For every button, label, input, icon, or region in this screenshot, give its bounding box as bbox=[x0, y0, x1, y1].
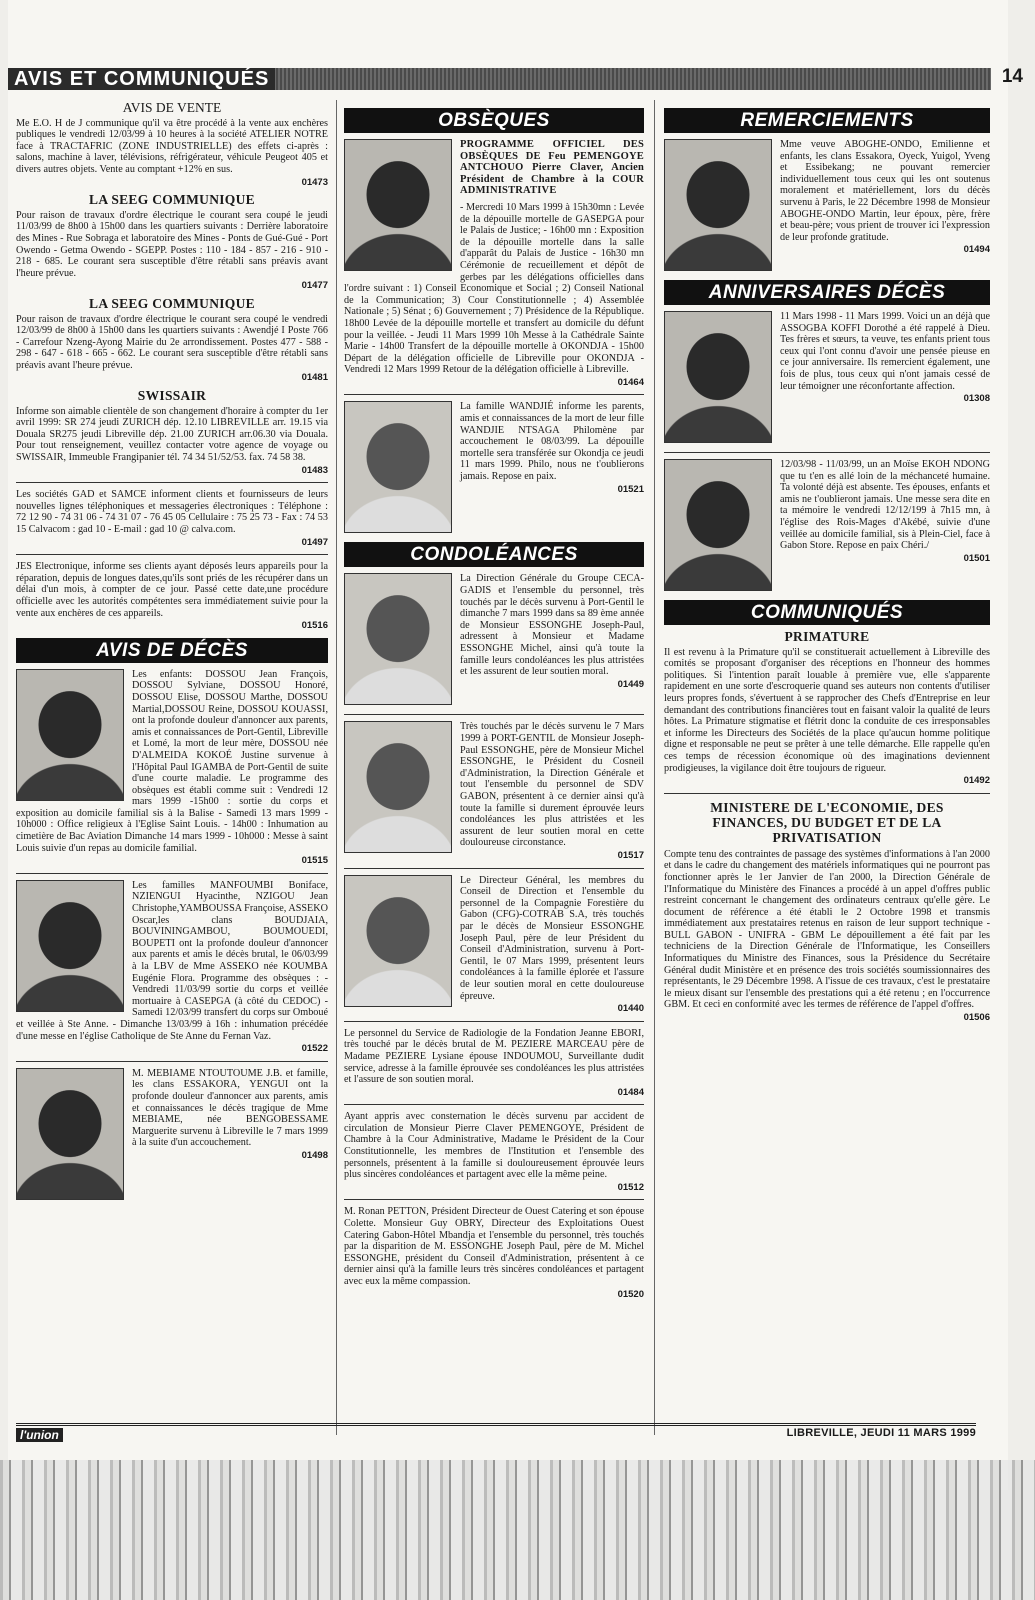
notice-text: 11 Mars 1998 - 11 Mars 1999. Voici un an déjà que ASSOGBA KOFFI Dorothé a été rappelé à Dieu. Tes frères et sœurs, ta veuve, tes enfants prient tous ceux qui l'ont connu d'avoir une pensée pieuse en ce jour anniversaire. Ils remercient également, une fois de plus, tous ceux qui n'ont jamais cessé de leur témoigner une réconfortante affection. bbox=[780, 311, 990, 392]
notice-ref: 01481 bbox=[301, 372, 328, 384]
notice-ref: 01498 bbox=[301, 1149, 328, 1161]
notice-text: Pour raison de travaux d'ordre électrique le courant sera coupé le vendredi 12/03/99 de 8h00 à 15h00 dans les quartiers suivants : Awendjé I Poste 766 - Carrefour Nzeng-Ayong Mairie du 2e arrondissement. Postes 477 - 588 - 298 - 647 - 618 - 665 - 662. Le courant sera susceptible d'être rétabli sans préavis avant l'heure prévue. bbox=[16, 313, 328, 371]
notice-ref: 01521 bbox=[617, 483, 644, 495]
notice-text: Les enfants: DOSSOU Jean François, DOSSOU Sylviane, DOSSOU Honoré, DOSSOU Elise, DOSSOU Marthe, DOSSOU Martial,DOSSOU Reine, DOSSOU KOUASSI, ont la profonde douleur d'annoncer aux parents, amis et connaissances de Port-Gentil, Libreville et Lomé, la mort de leur mère, DOSSOU née D'ALMEIDA KOKOÉ Justine survenue à l'Hôpital Paul IGAMBA de Port-Gentil de suite d'une courte maladie. Le programme des obsèques est établi comme suit : Vendredi 12 mars 1999 -15h00 : sortie du corps et exposition au domicile familial sis à la Balise - Samedi 13 mars 1999 - 10h000 : Office religieux à l'Eglise Saint Louis. - 14h00 : Inhumation au cimetière de Bac Aviation Dimanche 14 mars 1999 - 10h000 : Messe à saint Louis suivie d'un repas au domicile familial. bbox=[16, 668, 328, 854]
notice-text: Les sociétés GAD et SAMCE informent clients et fournisseurs de leurs nouvelles lignes téléphoniques et messageries électroniques : Téléphone : 72 12 90 - 74 31 06 - 74 31 07 - 76 45 05 Cellulaire : 75 25 73 - Fax : 74 53 15 Calvacom : gad 10 - E-mail : gad 10 @ calva.com. bbox=[16, 489, 328, 535]
notice-sdv-gabon bbox=[344, 721, 644, 861]
notice-avis-de-vente bbox=[16, 102, 328, 188]
notice-text: M. Ronan PETTON, Président Directeur de Ouest Catering et son épouse Colette. Monsieur Guy OBRY, Directeur des Exploitations Ouest Catering Gabon-Hôtel Mbandja et l'ensemble du personnel, très touchés par la disparition de M. ESSONGHE Joseph Paul, père de M. Michel ESSONGHE, président du Conseil d'Administration, présentent à ce dernier ainsi qu'à la famille leurs très sincères condoléances et partagent avec eux la même compassion. bbox=[344, 1206, 644, 1287]
portrait-photo bbox=[344, 139, 452, 271]
notice-text: La famille WANDJIÉ informe les parents, amis et connaissances de la mort de leur fille WANDJIE NTSAGA Philomène par accouchement le 08/03/99. La dépouille mortelle sera transférée sur Okondja ce jeudi 11 mars 1999. Philo, nous ne t'oublierons jamais. Repose en paix. bbox=[460, 401, 644, 483]
notice-aboghe-ondo bbox=[664, 139, 990, 274]
notice-text: Informe son aimable clientèle de son changement d'horaire à compter du 1er avril 1999: SR 274 jeudi ZURICH dép. 12.10 LIBREVILLE arr. 19.15 via Douala SR275 jeudi Libreville dép. 21.00 ZURICH arr.06.30 via Douala. Pour tout renseignement, veuillez contacter votre agence de voyage ou SWISSAIR, Immeuble Frangipanier tél. 74 34 51/52/53. fax. 74 58 38. bbox=[16, 405, 328, 464]
notice-seeg-2 bbox=[16, 295, 328, 384]
notice-text: Me E.O. H de J communique qu'il va être procédé à la vente aux enchères publiques le vendredi 12/03/99 à 10 heures à la société ATELIER NOTRE face à TRACTAFRIC (ZONE INDUSTRIELLE) des effets ci-après : salons, machine à laver, télévisions, réfrigérateur, véhicule Peugeot 405 et divers autres objets. Vente au comptant +12% en sus. bbox=[16, 117, 328, 175]
notice-ref: 01522 bbox=[301, 1043, 328, 1055]
notice-ouest-catering bbox=[344, 1206, 644, 1300]
scan-background bbox=[0, 1460, 1035, 1600]
newspaper-name: l'union bbox=[16, 1428, 63, 1442]
notice-dossou bbox=[16, 669, 328, 867]
notice-text: Le Directeur Général, les membres du Conseil de Direction et l'ensemble du personnel de la Compagnie Forestière du Gabon (CFG)-COTRAB S.A, très touchés par le décès de Monsieur ESSONGHE Joseph Paul, père de leur Président du Conseil d'Administration, survenu à Port-Gentil, le 07 Mars 1999, présentent leurs condoléances à la famille éplorée et l'assure de leur soutien moral en cette douloureuse épreuve. bbox=[460, 874, 644, 1002]
notice-ref: 01484 bbox=[617, 1086, 644, 1098]
divider bbox=[16, 482, 328, 483]
portrait-photo bbox=[16, 1068, 124, 1200]
notice-ref: 01477 bbox=[301, 280, 328, 292]
notice-title: PRIMATURE bbox=[784, 629, 870, 644]
notice-text: - Mercredi 10 Mars 1999 à 15h30mn : Levée de la dépouille mortelle de GASEPGA pour le Palais de Justice; - 16h00 mn : Exposition de la dépouille mortelle dans la salle d'apparât du Palais de Justice - 16h30 mn Cérémonie de recueillement et dépôt de gerbes par les délégations officielles dans l'ordre suivant : 1) Conseil Economique et Social ; 2) Conseil National de la Communication; 3) Cour Constitutionnelle ; 4) Assemblée Nationale ; 5) Sénat ; 6) Gouvernement ; 7) Présidence de la République. 18h00 Levée de la dépouille mortelle et transfert au domicile du défunt pour la veillée. - Jeudi 11 Mars 1999 10h Messe à la Cathédrale Sainte Marie - 14h00 Transfert de la dépouille mortelle à OKONDJA - 15h00 Départ de la délégation officielle de Libreville pour OKONDJA - Vendredi 12 Mars 1999 Retour de la délégation officielle à Libreville. bbox=[344, 201, 644, 376]
notice-ref: 01308 bbox=[963, 393, 990, 405]
portrait-photo bbox=[344, 875, 452, 1007]
divider bbox=[344, 1104, 644, 1105]
notice-ceca-gadis bbox=[344, 573, 644, 708]
heading-remerciements: REMERCIEMENTS bbox=[664, 108, 990, 133]
divider bbox=[16, 873, 328, 874]
notice-ref: 01440 bbox=[617, 1003, 644, 1015]
notice-text: Il est revenu à la Primature qu'il se constituerait actuellement à Libreville des comités se proposant d'organiser des réceptions en l'honneur des hommes politiques. Si l'intention paraît louable à première vue, elle s'apparente rapidement en une sorte d'escroquerie quand ses auteurs non contents d'utiliser leurs propres fonds, s'évertuent à se rapprocher des Chefs d'Entreprise en leur demandant des contributions financières tout en faisant valoir la qualité de leurs hôtes. La Primature stigmatise et flétrit donc la conduite de ces irresponsables et informe les Directeurs des Sociétés de la place qu'aucun homme politique digne et responsable ne peut se prêter à une telle démarche. Elle rappelle qu'en ces temps de récession économique où des imaginations deviennent prodigieuses, la vigilance doit être toujours de rigueur. bbox=[664, 646, 990, 774]
page-number: 14 bbox=[1001, 66, 1023, 87]
divider bbox=[344, 1021, 644, 1022]
column-middle bbox=[344, 100, 644, 1306]
column-rule bbox=[654, 100, 655, 1435]
notice-cfg-cotrab bbox=[344, 875, 644, 1015]
heading-avis-de-deces: AVIS DE DÉCÈS bbox=[16, 638, 328, 663]
notice-text: Le personnel du Service de Radiologie de la Fondation Jeanne EBORI, très touché par le décès brutal de M. PEZIERE MARCEAU père de Madame PEZIERE Lysiane épouse INDOUMOU, Surveillante dudit service, adresse à la famille éprouvée ses condoléances les plus attristées et l'assure de son soutien moral. bbox=[344, 1027, 644, 1086]
notice-text: Pour raison de travaux d'ordre électrique le courant sera coupé le jeudi 11/03/99 de 8h00 à 15h00 dans les quartiers suivants : Derrière laboratoire des Mines - Rue Sobraga et laboratoire des Mines - Ponts de Gué-Gué - Port Owendo - Getma Owendo - SGEPP. Postes : 110 - 184 - 857 - 216 - 910 - 218 - 685. Le courant sera susceptible d'être rétabli sans préavis avant l'heure prévue. bbox=[16, 209, 328, 279]
divider bbox=[664, 793, 990, 794]
divider bbox=[16, 554, 328, 555]
issue-date: LIBREVILLE, JEUDI 11 MARS 1999 bbox=[786, 1427, 976, 1439]
notice-title: AVIS DE VENTE bbox=[122, 100, 222, 115]
divider bbox=[344, 868, 644, 869]
notice-swissair bbox=[16, 390, 328, 476]
notice-heading: PROGRAMME OFFICIEL DES OBSÈQUES DE Feu PEMENGOYE ANTCHOUO Pierre Claver, Ancien Président de Chambre à la COUR ADMINISTRATIVE bbox=[460, 139, 644, 197]
portrait-photo bbox=[344, 721, 452, 853]
notice-text: M. MEBIAME NTOUTOUME J.B. et famille, les clans ESSAKORA, YENGUI ont la profonde douleur d'annoncer aux parents, amis et connaissances le décès tragique de Mme MEBIAME, née BENGOBESSAME Marguerite survenu à Libreville le 7 mars 1999 à la suite d'un accouchement. bbox=[132, 1067, 328, 1149]
heading-anniversaires-deces: ANNIVERSAIRES DÉCÈS bbox=[664, 280, 990, 305]
divider bbox=[344, 714, 644, 715]
notice-ref: 01517 bbox=[617, 850, 644, 861]
notice-title: LA SEEG COMMUNIQUE bbox=[89, 192, 255, 208]
notice-title: LA SEEG COMMUNIQUE bbox=[89, 295, 255, 311]
notice-seeg-1 bbox=[16, 194, 328, 292]
notice-ref: 01520 bbox=[617, 1288, 644, 1300]
portrait-photo bbox=[664, 459, 772, 591]
column-left bbox=[16, 100, 328, 1209]
notice-ref: 01449 bbox=[617, 678, 644, 690]
notice-ref: 01483 bbox=[301, 464, 328, 476]
notice-ref: 01464 bbox=[617, 376, 644, 388]
notice-text: Les familles MANFOUMBI Boniface, NZIENGUI Hyacinthe, NZIGOU Jean Christophe,YAMBOUSSA Françoise, ASSEKO Oscar,les clans BOUDJAIA, BOUVININGAMBOU, BOUMOUEDI, BOUPETI ont la profonde douleur d'annoncer aux parents et amis le décès brutal, le 06/03/99 à la LBV de Mme ASSEKO née KOUMBA Eugénie Flora. Programme des obsèques : - Vendredi 11/03/99 sortie du corps et veillée mortuaire à CASEPGA (à côté du CEDOC) - Samedi 12/03/99 transfert du corps sur Omboué et veillée à Ste Anne. - Dimanche 13/03/99 à 16h : inhumation précédée d'une messe en l'église Catholique de Ste Anne du Fernan Vaz. bbox=[16, 879, 328, 1042]
heading-obseques: OBSÈQUES bbox=[344, 108, 644, 133]
notice-ref: 01473 bbox=[301, 176, 328, 188]
notice-ref: 01506 bbox=[963, 1012, 990, 1024]
notice-ref: 01501 bbox=[963, 552, 990, 564]
notice-title: SWISSAIR bbox=[137, 388, 207, 404]
notice-ref: 01492 bbox=[963, 775, 990, 787]
notice-ekoh-ndong bbox=[664, 459, 990, 594]
notice-title: MINISTERE DE L'ECONOMIE, DES FINANCES, DU BUDGET ET DE LA PRIVATISATION bbox=[710, 799, 944, 845]
section-title: AVIS ET COMMUNIQUÉS bbox=[8, 68, 275, 90]
notice-radiologie bbox=[344, 1028, 644, 1099]
notice-gad-samce bbox=[16, 489, 328, 548]
notice-wandjie bbox=[344, 401, 644, 536]
notice-text: Très touchés par le décès survenu le 7 Mars 1999 à PORT-GENTIL de Monsieur Joseph-Paul ESSONGHE, père de Monsieur Michel ESSONGHE, le Président du Cosneil d'Administration, la Direction Générale et tout l'ensemble du personnel de SDV GABON, présentent à ce dernier ainsi qu'à toute la famille si durement éprouvée leurs condoléances les plus attristées et les assurent de leur soutien moral en cette douloureuse circonstance. bbox=[460, 721, 644, 849]
notice-assogba bbox=[664, 311, 990, 446]
notice-text: La Direction Générale du Groupe CECA-GADIS et l'ensemble du personnel, très touchés par le décès survenu à Port-Gentil le dimanche 7 mars 1999 dans sa 89 ème année de Monsieur ESSONGHE Joseph-Paul, adressent à Monsieur et Madame ESSONGHE Michel, ainsi qu'à toute la famille leurs condoléances les plus attristées et les assurent de leur soutien moral. bbox=[460, 573, 644, 678]
notice-ref: 01515 bbox=[301, 855, 328, 867]
notice-text: Ayant appris avec consternation le décès survenu par accident de circulation de Monsieur Pierre Claver PEMENGOYE, Président de Chambre à la Cour Administrative, Madame le Président de la Cour Constitutionnelle, les membres de l'Institution et l'ensemble des personnels, présentent à la famille si douloureusement éprouvée leurs plus sincères condoléances et partagent avec elle la même peine. bbox=[344, 1111, 644, 1181]
divider bbox=[664, 452, 990, 453]
notice-text: 12/03/98 - 11/03/99, un an Moïse EKOH NDONG que tu t'en es allé loin de la méchanceté humaine. Ta volonté déjà est absente. Tes épouses, enfants et amis ne t'oublieront jamais. Une messe sera dite en ta mémoire le vendredi 12/12/199 à 7h15 mn, à l'église des Rois-Mages d'Akébé, suivie d'une veillée au domicile familial, sis à Plein-Ciel, face à Gabon Store. Repose en paix Chéri./ bbox=[780, 459, 990, 552]
portrait-photo bbox=[344, 401, 452, 533]
divider bbox=[344, 1199, 644, 1200]
notice-ref: 01497 bbox=[301, 536, 328, 548]
column-rule bbox=[336, 100, 337, 1435]
notice-text: JES Electronique, informe ses clients ayant déposés leurs appareils pour la réparation, depuis de longues dates,qu'ils sont priés de les récupérer dans un délai d'un mois, à compter de ce jour. Passé cette date,une procédure officielle avec les autorités compétentes sera immédiatement suivie pour la vente aux enchères de ces appareils. bbox=[16, 561, 328, 619]
page-footer bbox=[16, 1423, 976, 1444]
heading-communiques: COMMUNIQUÉS bbox=[664, 600, 990, 625]
heading-condoleances: CONDOLÉANCES bbox=[344, 542, 644, 567]
portrait-photo bbox=[16, 669, 124, 801]
notice-ref: 01494 bbox=[963, 244, 990, 256]
portrait-photo bbox=[664, 311, 772, 443]
notice-text: Compte tenu des contraintes de passage des systèmes d'informations à l'an 2000 et dans le cadre du changement des matériels informatiques qui ne pourront pas fonctionner après le 1er Janvier de l'an 2000, la Direction Générale de l'Informatique du Ministère des Finances a procédé à un appel d'offres public restreint concernant le changement des ordinateurs centraux qu'elle gère. Le document de référence a été établi le 2 Octobre 1998 et transmis immédiatement aux prestataires retenus en raison de leur support technique - BULL GABON - UNIFRA - GBM Le dépouillement a été fait par les techniciens de la Direction Générale de l'Informatique, les Conseillers Informatiques du Ministre des Finances, sous la Présidence du Secrétaire Général dudit Ministère et en présence des trois sociétés soumissionnaires des représentants, le 29 Décembre 1998. A l'issue de ces travaux, c'est le prestataire le mieux disant sur l'ensemble des prestations qui a été retenu ; en l'occurrence GBM. Et ceci en conformité avec les termes de référence de l'appel d'offres. bbox=[664, 848, 990, 1011]
notice-primature bbox=[664, 631, 990, 787]
notice-ref: 01512 bbox=[617, 1181, 644, 1193]
portrait-photo bbox=[16, 880, 124, 1012]
section-banner bbox=[8, 68, 991, 90]
notice-jes bbox=[16, 561, 328, 632]
portrait-photo bbox=[344, 573, 452, 705]
notice-manfoumbi bbox=[16, 880, 328, 1055]
portrait-photo bbox=[664, 139, 772, 271]
notice-mebiame bbox=[16, 1068, 328, 1203]
divider bbox=[16, 1061, 328, 1062]
notice-ministere-economie bbox=[664, 800, 990, 1024]
column-right bbox=[664, 100, 990, 1030]
divider bbox=[344, 394, 644, 395]
notice-ref: 01516 bbox=[301, 620, 328, 632]
notice-cour-constitutionnelle bbox=[344, 1111, 644, 1193]
notice-programme-obseques bbox=[344, 139, 644, 388]
notice-text: Mme veuve ABOGHE-ONDO, Emilienne et enfants, les clans Essakora, Oyeck, Yuigol, Yveng et Essibekang; ne pouvant remercier individuellement tous ceux qui les ont soutenus moralement et matériellement, lors du décès survenu à Paris, le 22 Décembre 1998 de Monsieur ABOGHE-ONDO Martin, leur époux, père, frère et beau-père; vous prient de trouver ici l'expression de leur profonde gratitude. bbox=[780, 139, 990, 243]
